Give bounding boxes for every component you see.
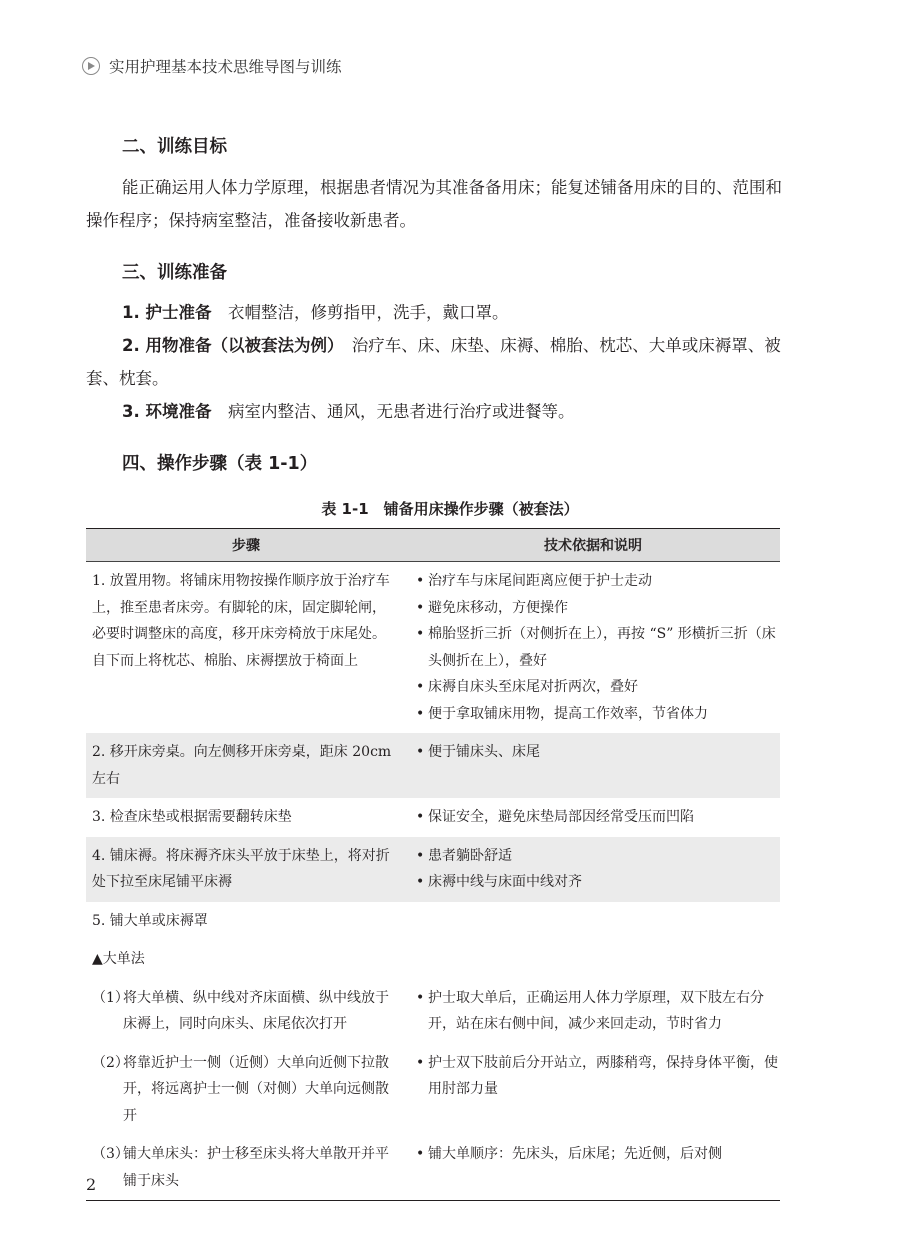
notes-cell: [406, 843, 780, 896]
table-row: [86, 902, 780, 941]
note-item: • 便于拿取铺床用物，提高工作效率，节省体力: [416, 701, 780, 728]
table-row: [86, 1135, 780, 1200]
table-row: [86, 562, 780, 733]
step-text: 将大单横、纵中线对齐床面横、纵中线放于床褥上，同时向床头、床尾依次打开: [123, 989, 389, 1032]
step-cell: ▲大单法: [92, 951, 145, 967]
note-item: • 护士取大单后，正确运用人体力学原理，双下肢左右分开，站在床右侧中间，减少来回走动，节时省力: [416, 985, 780, 1038]
table-row: [86, 798, 780, 837]
note-item: • 铺大单顺序：先床头，后床尾；先近侧，后对侧: [416, 1141, 780, 1168]
notes-cell: [406, 1141, 780, 1194]
notes-cell: [406, 804, 780, 831]
step-cell: 3. 检查床垫或根据需要翻转床垫: [92, 809, 292, 825]
notes-cell: [406, 1050, 780, 1130]
step-cell: [86, 1050, 406, 1130]
note-item: • 治疗车与床尾间距离应便于护士走动: [416, 568, 780, 595]
section-heading-training-goal: 二、训练目标: [122, 137, 227, 157]
note-item: • 床褥中线与床面中线对齐: [416, 869, 780, 896]
section-heading-preparation: 三、训练准备: [122, 263, 227, 283]
step-text: 将靠近护士一侧（近侧）大单向近侧下拉散开，将远离护士一侧（对侧）大单向远侧散开: [123, 1054, 389, 1124]
step-cell: [86, 985, 406, 1038]
table-row: [86, 837, 780, 902]
play-circle-icon: [82, 57, 100, 75]
book-title: 实用护理基本技术思维导图与训练: [109, 58, 342, 76]
prep-item-environment: 3. 环境准备 病室内整洁、通风，无患者进行治疗或进餐等。: [122, 402, 575, 421]
prep-item-nurse: 1. 护士准备 衣帽整洁，修剪指甲，洗手，戴口罩。: [122, 303, 509, 322]
table-title: 表 1-1 铺备用床操作步骤（被套法）: [321, 500, 579, 518]
training-goal-text: 能正确运用人体力学原理，根据患者情况为其准备备用床；能复述铺备用床的目的、范围和操作程序；保持病室整洁，准备接收新患者。: [86, 178, 782, 230]
note-item: • 床褥自床头至床尾对折两次，叠好: [416, 674, 780, 701]
note-item: • 护士双下肢前后分开站立，两膝稍弯，保持身体平衡，使用肘部力量: [416, 1050, 780, 1103]
table-row: [86, 979, 780, 1044]
step-cell: 2. 移开床旁桌。向左侧移开床旁桌，距床 20cm 左右: [92, 744, 392, 787]
note-item: • 保证安全，避免床垫局部因经常受压而凹陷: [416, 804, 780, 831]
step-number: （3）: [92, 1146, 129, 1162]
step-cell: 4. 铺床褥。将床褥齐床头平放于床垫上，将对折处下拉至床尾铺平床褥: [92, 847, 390, 890]
table-row: [86, 940, 780, 979]
step-number: （1）: [92, 989, 129, 1006]
note-item: • 棉胎竖折三折（对侧折在上），再按 “S” 形横折三折（床头侧折在上），叠好: [416, 621, 780, 674]
table-row: [86, 733, 780, 798]
step-number: （2）: [92, 1054, 129, 1071]
running-header: [82, 55, 342, 77]
step-cell: 1. 放置用物。将铺床用物按操作顺序放于治疗车上，推至患者床旁。有脚轮的床，固定脚轮闸，必要时调整床的高度，移开床旁椅放于床尾处。自下而上将枕芯、棉胎、床褥摆放于椅面上: [92, 573, 390, 669]
note-item: • 避免床移动，方便操作: [416, 595, 780, 622]
section-heading-steps: 四、操作步骤（表 1-1）: [122, 454, 318, 474]
note-item: • 患者躺卧舒适: [416, 843, 780, 870]
table-row: [86, 1044, 780, 1136]
step-cell: 5. 铺大单或床褥罩: [92, 912, 208, 929]
page-number: 2: [86, 1175, 97, 1194]
notes-cell: [406, 568, 780, 727]
notes-cell: [406, 739, 780, 792]
table-header-row: [86, 529, 780, 562]
column-header-step: 步骤: [232, 538, 260, 554]
note-item: • 便于铺床头、床尾: [416, 739, 780, 766]
notes-cell: [406, 985, 780, 1038]
prep-item-materials: 2. 用物准备（以被套法为例） 治疗车、床、床垫、床褥、棉胎、枕芯、大单或床褥罩、被套、枕套。: [86, 336, 781, 388]
column-header-notes: 技术依据和说明: [544, 538, 642, 554]
steps-table: [86, 528, 780, 1201]
step-cell: [86, 1141, 406, 1194]
step-text: 铺大单床头：护士移至床头将大单散开并平铺于床头: [123, 1146, 389, 1189]
